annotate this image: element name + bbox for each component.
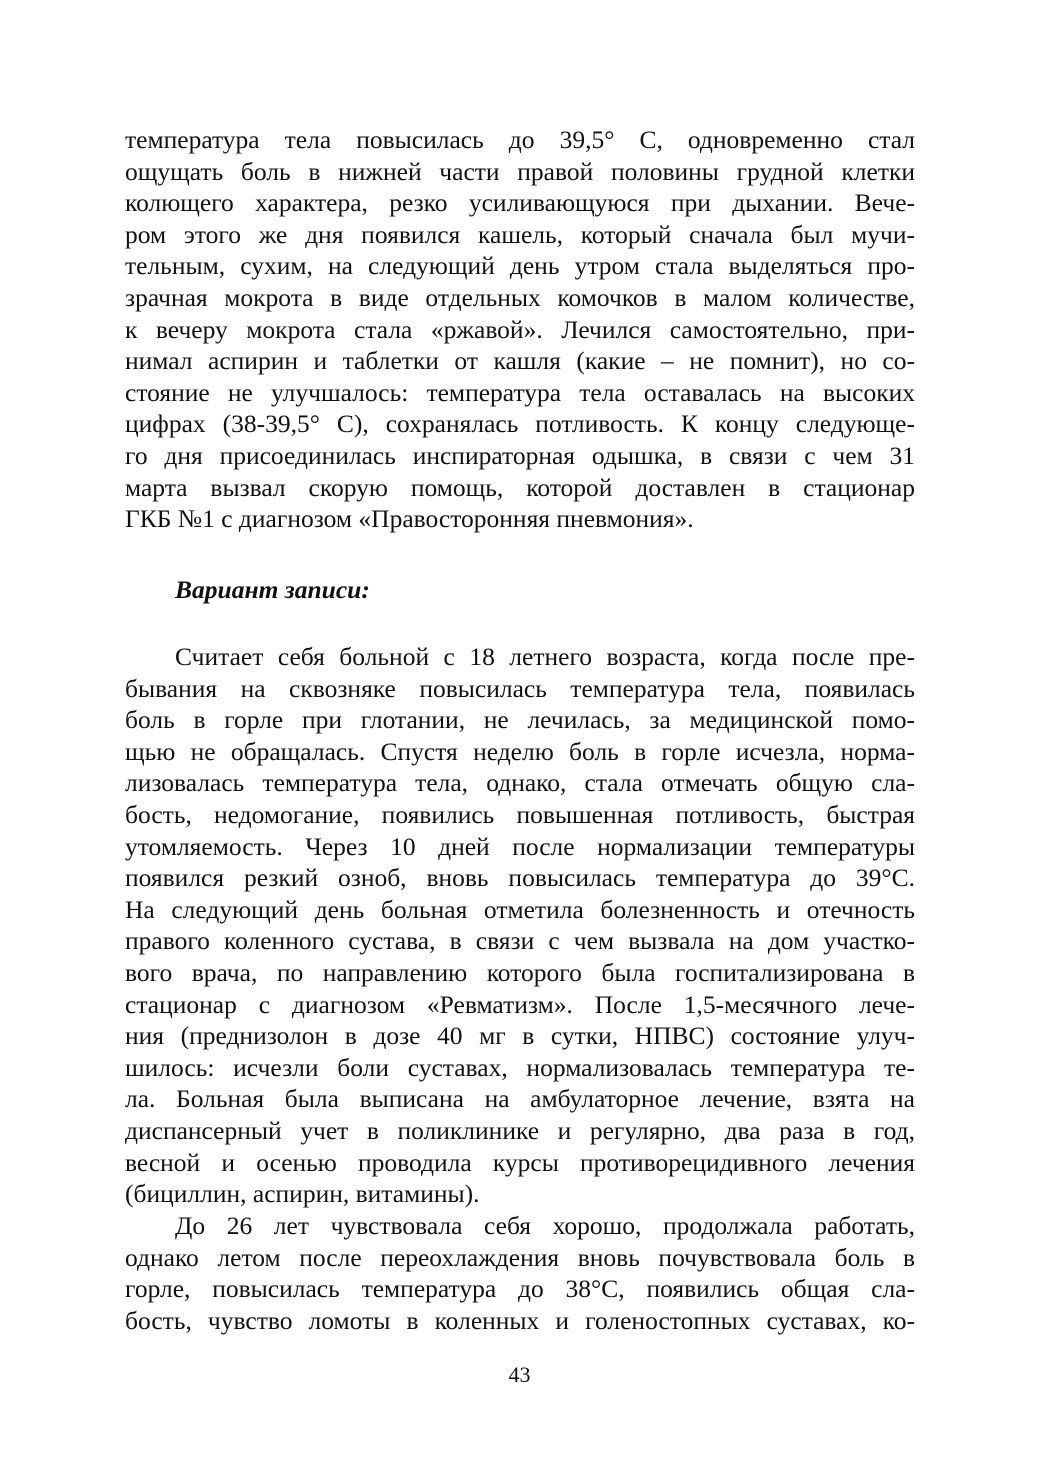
text-line: появился резкий озноб, вновь повысилась температура до 39°С. — [125, 863, 915, 893]
text-line: ла. Больная была выписана на амбулаторное лечение, взята на — [125, 1084, 915, 1114]
paragraph-2 — [125, 641, 915, 1210]
section-heading: Вариант записи: — [175, 575, 370, 604]
text-line: горле, повысилась температура до 38°С, появились общая сла- — [125, 1274, 915, 1304]
text-line: бость, недомогание, появились повышенная потливость, быстрая — [125, 799, 915, 829]
paragraph-1 — [125, 124, 915, 535]
text-line: температура тела повысилась до 39,5° С, одновременно стал — [125, 125, 915, 154]
text-line: весной и осенью проводила курсы противорецидивного лечения — [125, 1147, 915, 1177]
text-line: правого коленного сустава, в связи с чем вызвала на дом участко- — [125, 926, 915, 956]
text-line: зрачная мокрота в виде отдельных комочков в малом количестве, — [125, 282, 915, 312]
text-line: боль в горле при глотании, не лечилась, за медицинской помо- — [125, 705, 915, 735]
text-line: го дня присоединилась инспираторная одышка, в связи с чем 31 — [125, 440, 915, 470]
text-line: лизовалась температура тела, однако, стала отмечать общую сла- — [125, 768, 915, 798]
text-line: цифрах (38-39,5° С), сохранялась потливость. К концу следующе- — [125, 409, 915, 439]
text-line: тельным, сухим, на следующий день утром стала выделяться про- — [125, 251, 915, 281]
text-line: Считает себя больной с 18 летнего возраста, когда после пре- — [175, 642, 915, 671]
text-line: бывания на сквозняке повысилась температура тела, появилась — [125, 673, 915, 703]
text-line: колющего характера, резко усиливающуюся при дыхании. Вече- — [125, 188, 915, 218]
text-line: бость, чувство ломоты в коленных и голеностопных суставах, ко- — [125, 1305, 915, 1335]
page-number: 43 — [508, 1362, 531, 1387]
text-line: ГКБ №1 с диагнозом «Правосторонняя пневмония». — [125, 504, 694, 534]
text-line: (бициллин, аспирин, витамины). — [125, 1179, 480, 1209]
paragraph-3 — [125, 1210, 915, 1336]
text-line: диспансерный учет в поликлинике и регулярно, два раза в год, — [125, 1115, 915, 1145]
text-line: нимал аспирин и таблетки от кашля (какие – не помнит), но со- — [125, 346, 915, 376]
text-line: На следующий день больная отметила болезненность и отечность — [125, 894, 915, 924]
text-line: До 26 лет чувствовала себя хорошо, продолжала работать, — [175, 1211, 915, 1240]
text-line: ощущать боль в нижней части правой половины грудной клетки — [125, 156, 915, 186]
text-line: к вечеру мокрота стала «ржавой». Лечился самостоятельно, при- — [125, 314, 915, 344]
text-line: однако летом после переохлаждения вновь почувствовала боль в — [125, 1242, 915, 1272]
text-line: утомляемость. Через 10 дней после нормализации температуры — [125, 831, 915, 861]
text-line: стационар с диагнозом «Ревматизм». После 1,5-месячного лече- — [125, 989, 915, 1019]
text-line: марта вызвал скорую помощь, которой доставлен в стационар — [125, 472, 915, 502]
text-line: стояние не улучшалось: температура тела оставалась на высоких — [125, 377, 915, 407]
text-line: шилось: исчезли боли суставах, нормализовалась температура те- — [125, 1052, 915, 1082]
text-line: ния (преднизолон в дозе 40 мг в сутки, НПВС) состояние улуч- — [125, 1021, 915, 1051]
text-line: вого врача, по направлению которого была госпитализирована в — [125, 957, 915, 987]
text-line: ром этого же дня появился кашель, который сначала был мучи- — [125, 219, 915, 249]
text-line: щью не обращалась. Спустя неделю боль в горле исчезла, норма- — [125, 736, 915, 766]
